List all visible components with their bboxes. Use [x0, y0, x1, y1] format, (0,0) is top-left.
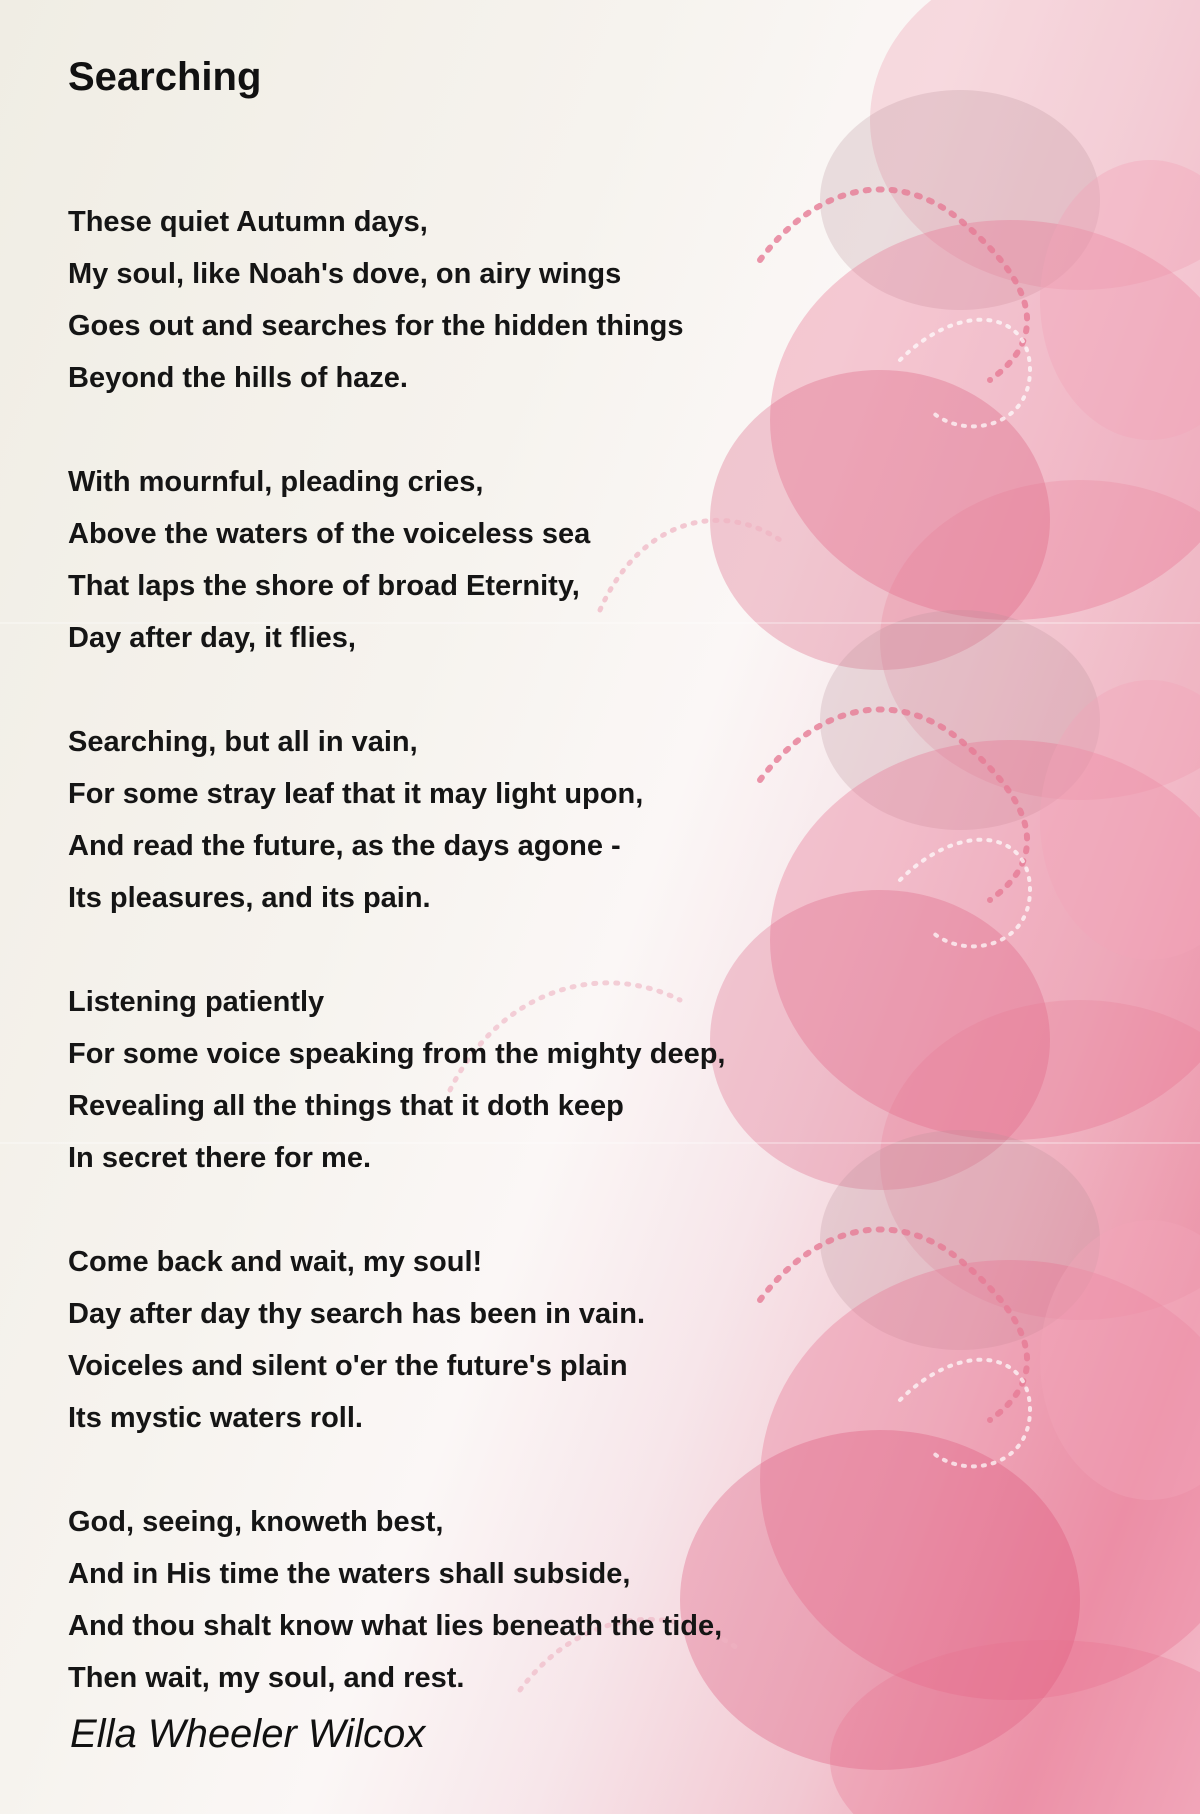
poem-line: With mournful, pleading cries,: [68, 466, 484, 498]
poem-line: Above the waters of the voiceless sea: [68, 518, 591, 550]
poem-line: Goes out and searches for the hidden things: [68, 310, 684, 342]
stanza-6: [68, 1496, 828, 1704]
stanza-2: [68, 456, 828, 664]
poem-body: [68, 196, 828, 1704]
stanza-4: [68, 976, 828, 1184]
poem-line: Its pleasures, and its pain.: [68, 882, 431, 914]
poem-line: And thou shalt know what lies beneath the tide,: [68, 1610, 723, 1642]
poem-line: Voiceles and silent o'er the future's plain: [68, 1350, 628, 1382]
poem-line: That laps the shore of broad Eternity,: [68, 570, 580, 602]
poem-line: Beyond the hills of haze.: [68, 362, 408, 394]
poem-line: Its mystic waters roll.: [68, 1402, 363, 1434]
poem-line: Listening patiently: [68, 986, 325, 1018]
poem-author: Ella Wheeler Wilcox: [70, 1712, 426, 1756]
poem-line: God, seeing, knoweth best,: [68, 1506, 444, 1538]
poem-line: And in His time the waters shall subside,: [68, 1558, 631, 1590]
poem-line: Then wait, my soul, and rest.: [68, 1662, 465, 1694]
poem-title: Searching: [68, 55, 262, 99]
poem-line: For some stray leaf that it may light upon,: [68, 778, 644, 810]
poem-line: For some voice speaking from the mighty deep,: [68, 1038, 726, 1070]
stanza-5: [68, 1236, 828, 1444]
stanza-1: [68, 196, 828, 404]
poem-line: Day after day thy search has been in vain.: [68, 1298, 646, 1330]
poem-line: In secret there for me.: [68, 1142, 371, 1174]
poem-line: Revealing all the things that it doth keep: [68, 1090, 624, 1122]
poem-line: These quiet Autumn days,: [68, 206, 428, 238]
poem-line: Day after day, it flies,: [68, 622, 356, 654]
stanza-3: [68, 716, 828, 924]
poem-line: And read the future, as the days agone -: [68, 830, 621, 862]
poem-line: Come back and wait, my soul!: [68, 1246, 483, 1278]
poem-content: [68, 50, 828, 1756]
poem-line: Searching, but all in vain,: [68, 726, 418, 758]
poem-line: My soul, like Noah's dove, on airy wings: [68, 258, 622, 290]
